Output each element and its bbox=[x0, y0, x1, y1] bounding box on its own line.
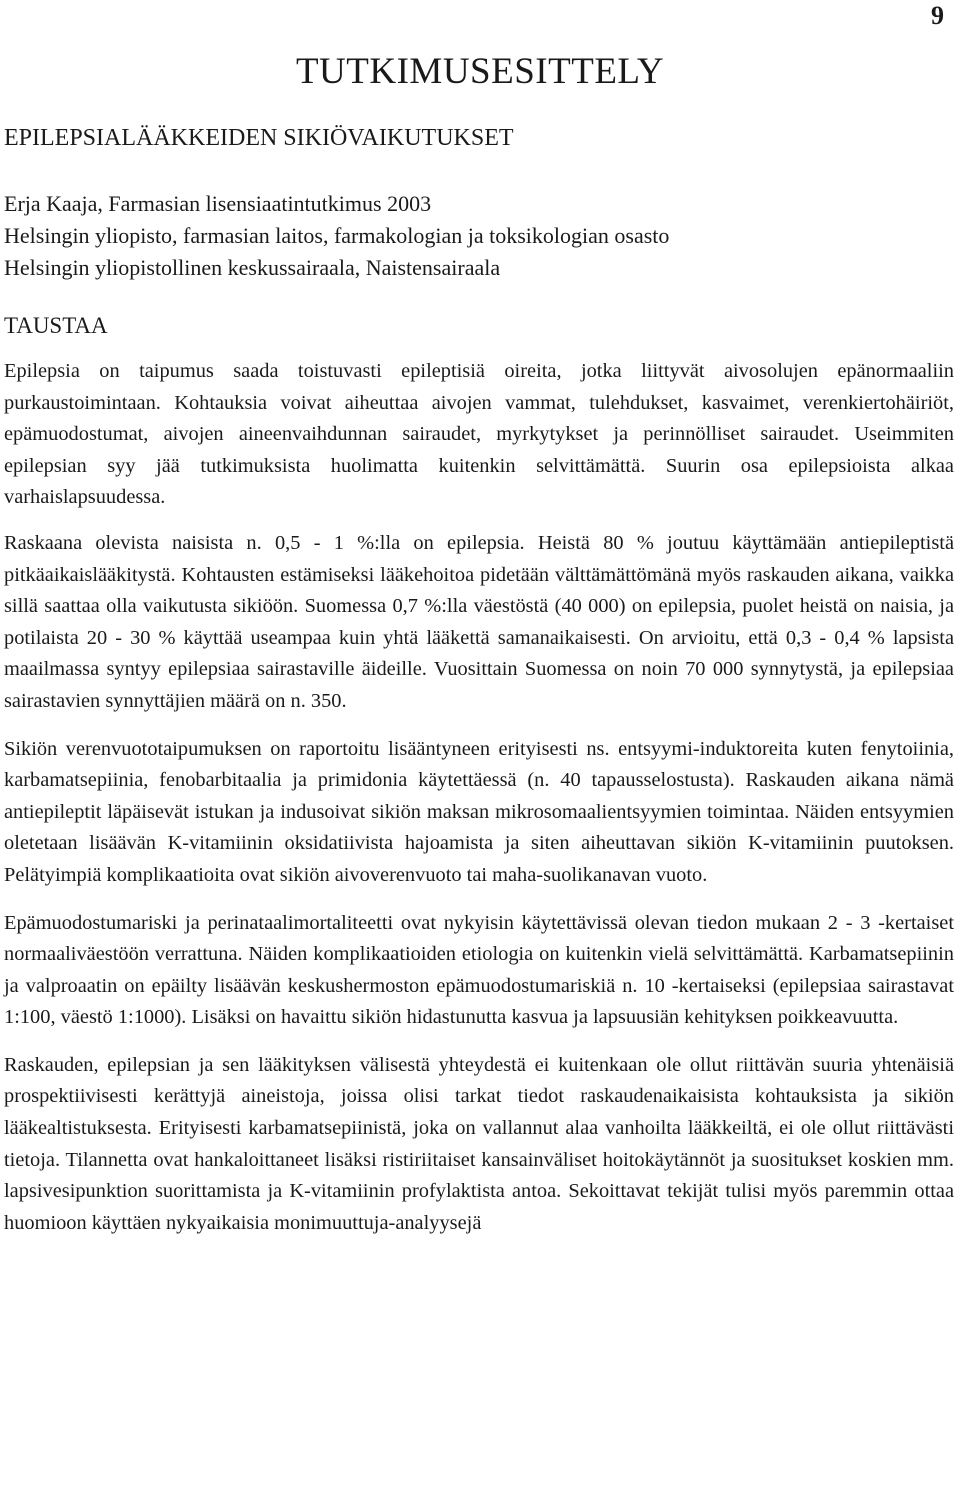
author-line: Erja Kaaja, Farmasian lisensiaatintutkimus 2003 bbox=[4, 191, 432, 216]
section-heading: TAUSTAA bbox=[4, 313, 108, 338]
page-title: TUTKIMUSESITTELY bbox=[295, 51, 665, 92]
affiliation-line: Helsingin yliopistollinen keskussairaala, Naistensairaala bbox=[4, 255, 501, 280]
paragraph: Sikiön verenvuototaipumuksen on raportoitu lisääntyneen erityisesti ns. entsyymi-induktoreita kuten fenytoiinia, karbamatsepiinia, fenobarbitaalia ja primidonia käytettäessä (n. 40 tapausselostusta). Raskauden aikana nämä antiepileptit läpäisevät istukan ja indusoivat sikiön maksan mikrosomaalientsyymien toimintaa. Näiden entsyymien oletetaan lisäävän K-vitamiinin oksidatiivista hajoamista ja siten aiheuttavan sikiön K-vitamiinin puutoksen. Pelätyimpiä komplikaatioita ovat sikiön aivoverenvuoto tai maha-suolikanavan vuoto. bbox=[4, 737, 954, 886]
paragraph: Epämuodostumariski ja perinataalimortaliteetti ovat nykyisin käytettävissä olevan tiedon mukaan 2 - 3 -kertaiset normaaliväestöön verrattuna. Näiden komplikaatioiden etiologia on kuitenkin vielä selvittämättä. Karbamatsepiinin ja valproaatin on epäilty lisäävän keskushermoston epämuodostumariskiä n. 10 -kertaiseksi (epilepsiaa sairastavat 1:100, väestö 1:1000). Lisäksi on havaittu sikiön hidastunutta kasvua ja lapsuusiän kehityksen poikkeavuutta. bbox=[4, 911, 954, 1029]
author-info bbox=[4, 188, 954, 284]
paragraph: Raskauden, epilepsian ja sen lääkityksen välisestä yhteydestä ei kuitenkaan ole ollut riittävän suuria yhtenäisiä prospektiivisesti kerättyjä aineistoja, joissa olisi tarkat tiedot raskaudenaikaisista kohtauksista ja sikiön lääkealtistuksesta. Erityisesti karbamatsepiinistä, joka on vallannut alaa vanhoilta lääkkeiltä, ei ole ollut riittävästi tietoja. Tilannetta ovat hankaloittaneet lisäksi ristiriitaiset kansainväliset hoitokäytännöt ja suositukset koskien mm. lapsivesipunktion suorittamista ja K-vitamiinin profylaktista antoa. Sekoittavat tekijät tulisi myös paremmin ottaa huomioon käyttäen nykyaikaisia monimuuttuja-analyysejä bbox=[4, 1053, 954, 1234]
article-subtitle: EPILEPSIALÄÄKKEIDEN SIKIÖVAIKUTUKSET bbox=[4, 125, 514, 151]
paragraph: Epilepsia on taipumus saada toistuvasti epileptisiä oireita, jotka liittyvät aivosolujen epänormaaliin purkaustoimintaan. Kohtauksia voivat aiheuttaa aivojen vammat, tulehdukset, kasvaimet, verenkiertohäiriöt, epämuodostumat, aivojen aineenvaihdunnan sairaudet, myrkytykset ja perinnölliset sairaudet. Useimmiten epilepsian syy jää tutkimuksista huolimatta kuitenkin selvittämättä. Suurin osa epilepsioista alkaa varhaislapsuudessa. bbox=[4, 360, 954, 509]
paragraph: Raskaana olevista naisista n. 0,5 - 1 %:lla on epilepsia. Heistä 80 % joutuu käyttämään antiepileptistä pitkäaikaislääkitystä. Kohtausten estämiseksi lääkehoitoa pidetään välttämättömänä myös raskauden aikana, vaikka sillä saattaa olla vaikutusta sikiöön. Suomessa 0,7 %:lla väestöstä (40 000) on epilepsia, puolet heistä on naisia, ja potilaista 20 - 30 % käyttää useampaa kuin yhtä lääkettä samanaikaisesti. On arvioitu, että 0,3 - 0,4 % lapsista maailmassa syntyy epilepsiaa sairastaville äideille. Vuosittain Suomessa on noin 70 000 synnytystä, ja epilepsiaa sairastavien synnyttäjien määrä on n. 350. bbox=[4, 531, 954, 712]
article-body bbox=[4, 122, 954, 1255]
affiliation-line: Helsingin yliopisto, farmasian laitos, farmakologian ja toksikologian osasto bbox=[4, 223, 670, 248]
page-number: 9 bbox=[931, 1, 944, 30]
